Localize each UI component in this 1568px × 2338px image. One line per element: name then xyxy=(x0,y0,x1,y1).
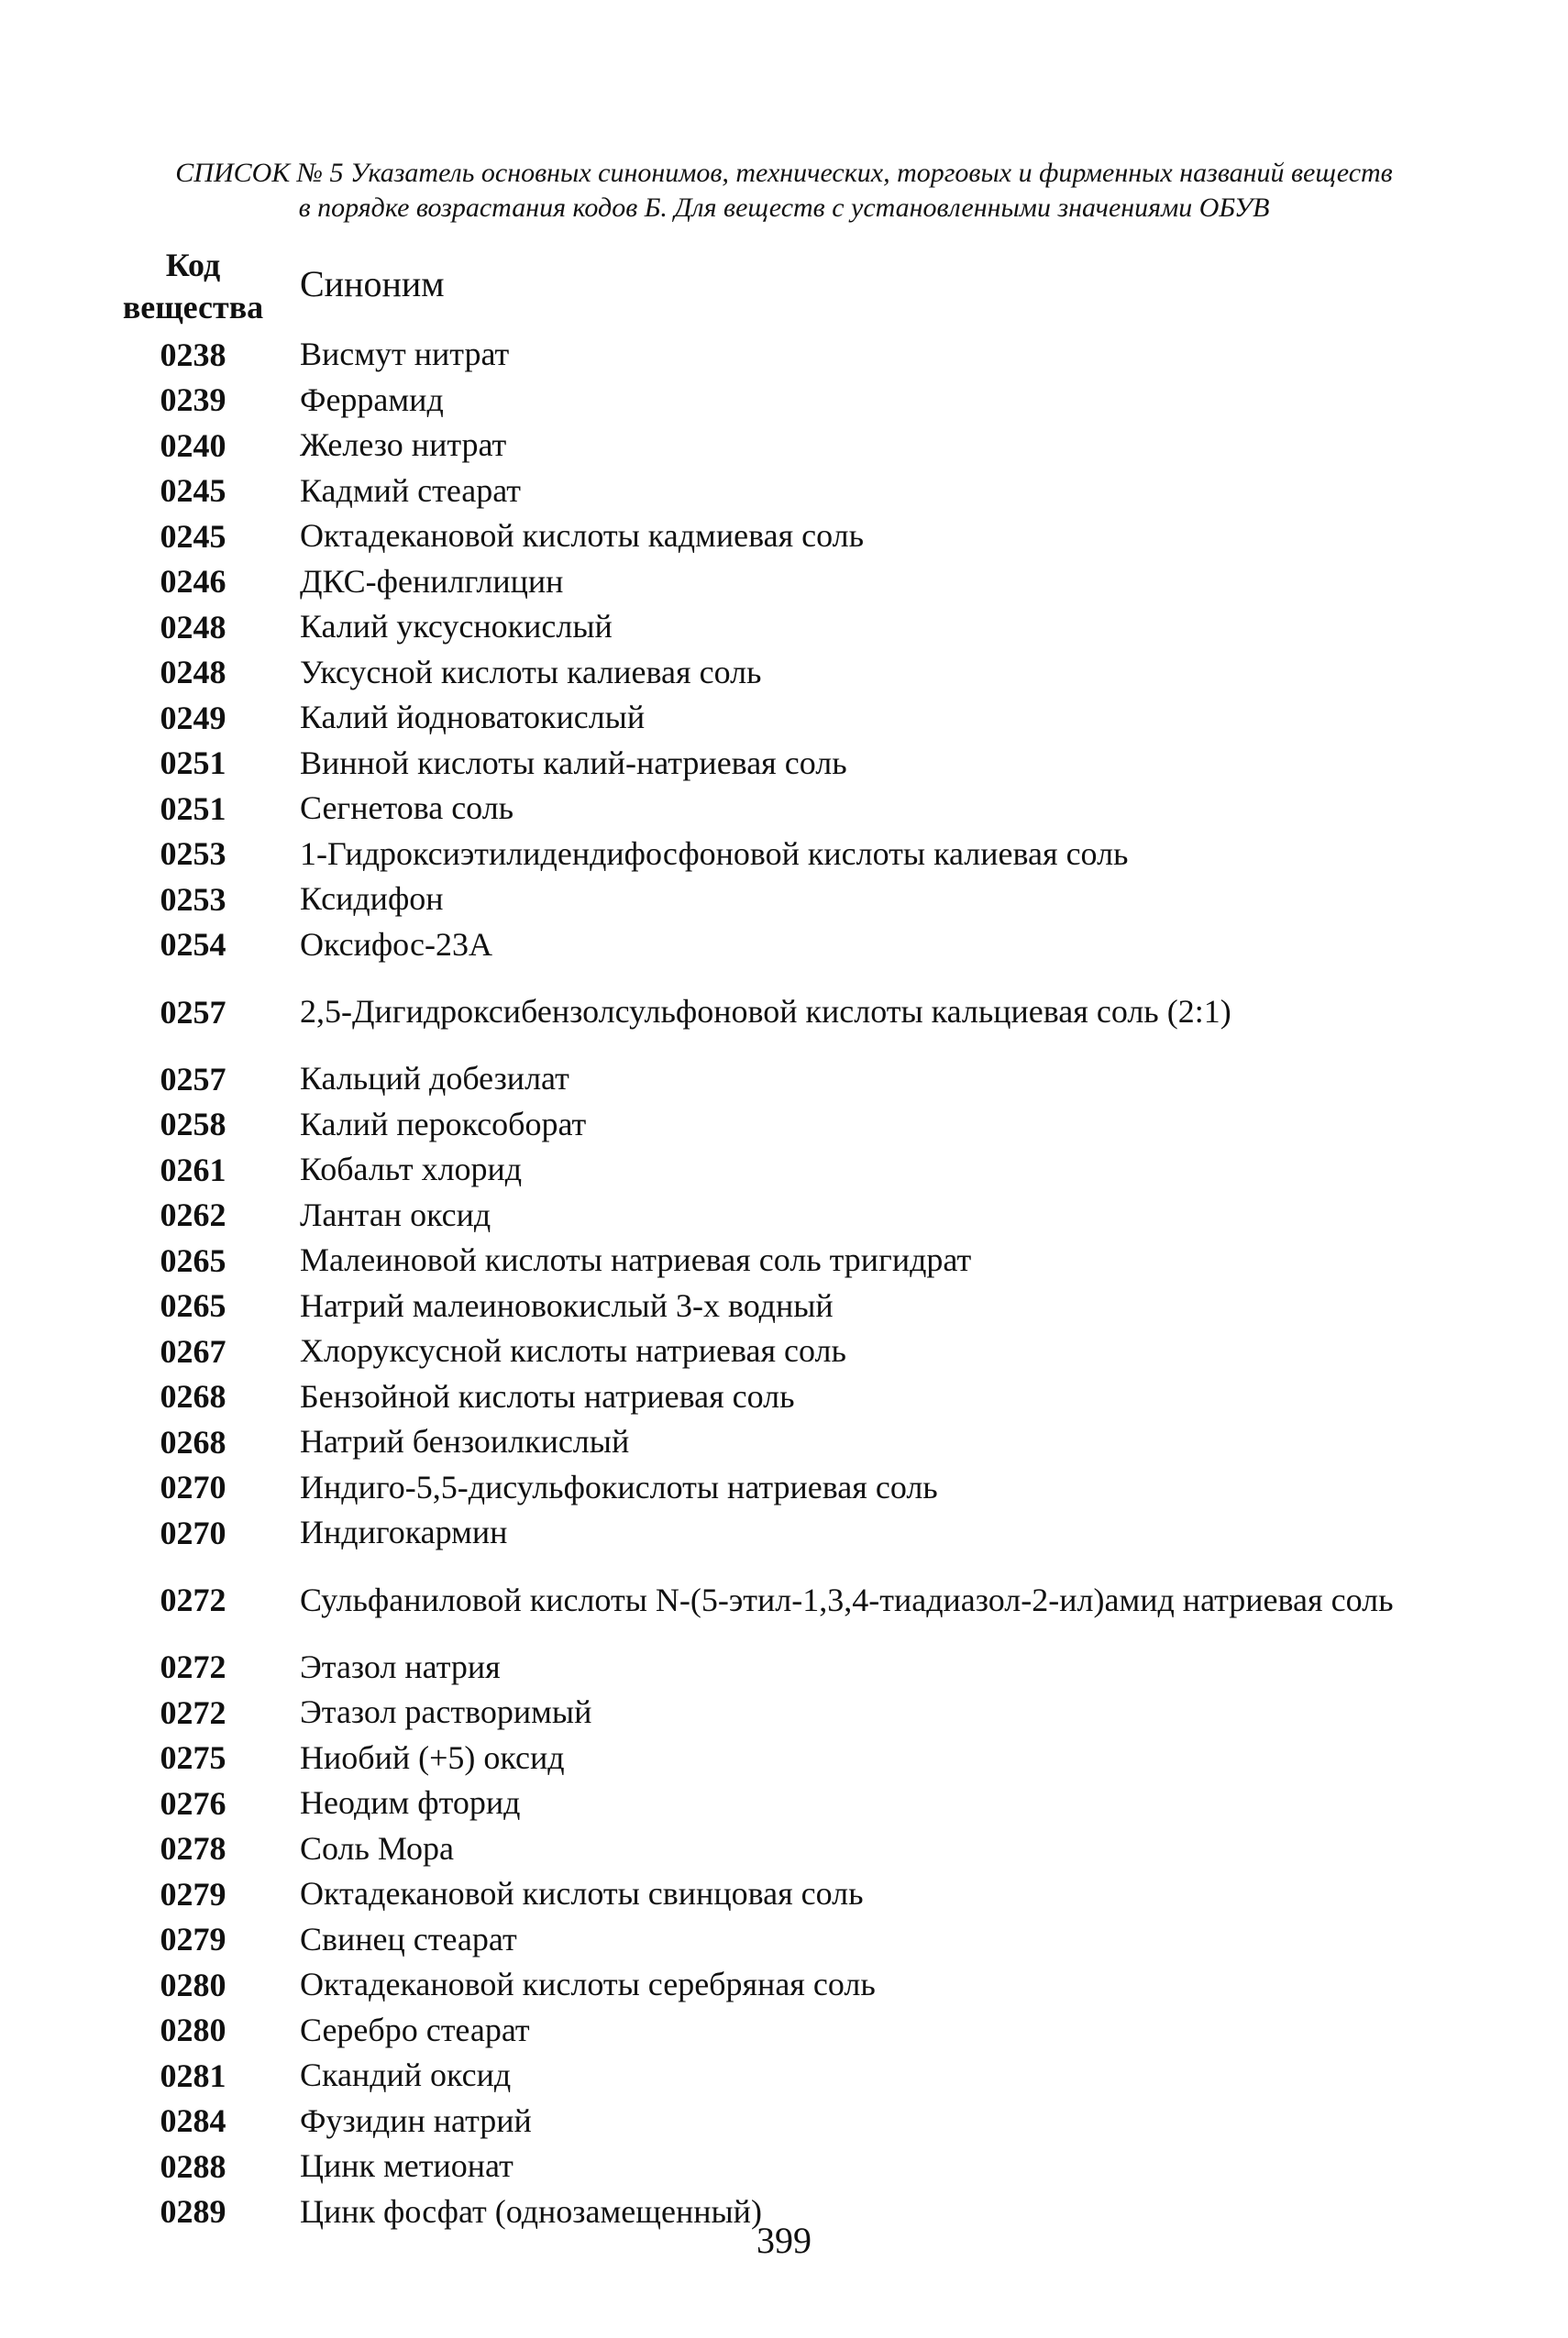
substance-code: 0270 xyxy=(160,1514,226,1551)
synonym-name: Неодим фторид xyxy=(300,1784,521,1822)
synonym-name: Малеиновой кислоты натриевая соль тригидрат xyxy=(300,1241,972,1279)
synonym-name: Ниобий (+5) оксид xyxy=(300,1738,565,1776)
list-caption xyxy=(138,156,1430,226)
synonym-name: Октадекановой кислоты свинцовая соль xyxy=(300,1875,864,1913)
synonym-name: Свинец стеарат xyxy=(300,1920,517,1958)
synonym-name: Индиго-5,5-дисульфокислоты натриевая соль xyxy=(300,1468,938,1505)
substance-code: 0279 xyxy=(160,1921,226,1958)
substance-code: 0284 xyxy=(160,2102,226,2140)
substance-code: 0262 xyxy=(160,1197,226,1234)
synonym-name: Оксифос-23А xyxy=(300,925,493,963)
table-row xyxy=(108,1193,1447,1239)
substance-code: 0249 xyxy=(160,699,226,736)
table-row xyxy=(108,922,1447,968)
table-row xyxy=(108,1238,1447,1284)
table-row xyxy=(108,832,1447,877)
synonym-name: Висмут нитрат xyxy=(300,336,510,373)
table-row xyxy=(108,1510,1447,1556)
synonym-name: Натрий малеиновокислый 3-х водный xyxy=(300,1286,834,1324)
substance-code: 0251 xyxy=(160,744,226,782)
substance-code: 0253 xyxy=(160,880,226,918)
synonym-name: Ксидифон xyxy=(300,880,444,918)
table-row xyxy=(108,1056,1447,1102)
synonym-name: Цинк фосфат (однозамещенный) xyxy=(300,2192,762,2230)
table-row xyxy=(108,1962,1447,2008)
substance-code: 0289 xyxy=(160,2193,226,2231)
table-row xyxy=(108,1147,1447,1193)
synonym-name: Соль Мора xyxy=(300,1829,455,1867)
table-row xyxy=(108,2099,1447,2145)
table-row xyxy=(108,1329,1447,1374)
substance-code: 0279 xyxy=(160,1875,226,1913)
substance-code: 0253 xyxy=(160,835,226,873)
substance-code: 0261 xyxy=(160,1151,226,1188)
substance-code: 0240 xyxy=(160,426,226,464)
synonym-name: Уксусной кислоты калиевая соль xyxy=(300,653,762,690)
table-row xyxy=(108,1465,1447,1511)
substance-code: 0238 xyxy=(160,336,226,373)
table-row xyxy=(108,650,1447,696)
synonym-name: Кадмий стеарат xyxy=(300,471,522,509)
synonym-name: Лантан оксид xyxy=(300,1196,491,1233)
substance-code: 0280 xyxy=(160,2012,226,2049)
substance-code: 0276 xyxy=(160,1784,226,1822)
substance-code: 0265 xyxy=(160,1241,226,1279)
table-row xyxy=(108,332,1447,378)
table-row xyxy=(108,2144,1447,2189)
substance-code: 0272 xyxy=(160,1582,226,1618)
table-row xyxy=(108,2008,1447,2054)
table-row xyxy=(108,1736,1447,1781)
substance-code: 0251 xyxy=(160,789,226,827)
synonym-name: Этазол растворимый xyxy=(300,1693,592,1731)
substance-code: 0288 xyxy=(160,2147,226,2185)
table-row xyxy=(108,1826,1447,1872)
table-row xyxy=(108,741,1447,787)
synonym-name: Этазол натрия xyxy=(300,1648,501,1685)
substance-code: 0270 xyxy=(160,1469,226,1506)
page-number: 399 xyxy=(756,2220,812,2261)
substance-code: 0268 xyxy=(160,1378,226,1416)
substance-code: 0258 xyxy=(160,1106,226,1143)
table-row xyxy=(108,423,1447,469)
synonym-name: Октадекановой кислоты кадмиевая соль xyxy=(300,517,865,555)
substance-code: 0257 xyxy=(160,1060,226,1097)
caption-line-1: СПИСОК № 5 Указатель основных синонимов, технических, торговых и фирменных названий веществ xyxy=(175,158,1393,188)
table-row xyxy=(108,1284,1447,1329)
column-header-code-line-2: вещества xyxy=(122,289,264,325)
substance-code: 0267 xyxy=(160,1332,226,1370)
substance-code: 0246 xyxy=(160,563,226,601)
caption-line-2: в порядке возрастания кодов Б. Для веществ с установленными значениями ОБУВ xyxy=(298,193,1270,223)
substance-code: 0280 xyxy=(160,1966,226,2003)
substance-code: 0239 xyxy=(160,381,226,419)
synonym-name: Железо нитрат xyxy=(300,426,507,464)
substance-code: 0265 xyxy=(160,1287,226,1325)
synonym-name: Сегнетова соль xyxy=(300,789,514,827)
table-row xyxy=(108,695,1447,741)
table-row xyxy=(108,1690,1447,1736)
substance-code: 0268 xyxy=(160,1423,226,1461)
synonym-name: Серебро стеарат xyxy=(300,2011,530,2048)
column-header-code-line-1: Код xyxy=(165,247,221,283)
substance-code: 0245 xyxy=(160,517,226,555)
synonym-name: Индигокармин xyxy=(300,1514,508,1551)
table-row xyxy=(108,1556,1447,1645)
synonym-name: Хлоруксусной кислоты натриевая соль xyxy=(300,1332,846,1370)
table-row xyxy=(108,1781,1447,1826)
synonym-name: Сульфаниловой кислоты N-(5-этил-1,3,4-тиадиазол-2-ил)амид натриевая соль xyxy=(300,1581,1394,1618)
table-row xyxy=(108,1917,1447,1963)
synonym-name: ДКС-фенилглицин xyxy=(300,562,564,600)
synonym-name: Скандий оксид xyxy=(300,2057,512,2094)
table-row xyxy=(108,1374,1447,1420)
substance-code: 0272 xyxy=(160,1649,226,1686)
substance-code: 0281 xyxy=(160,2057,226,2094)
substance-code: 0257 xyxy=(160,993,226,1031)
substance-code: 0245 xyxy=(160,472,226,510)
synonym-name: Калий пероксоборат xyxy=(300,1105,587,1142)
substance-code: 0248 xyxy=(160,608,226,645)
synonym-name: Цинк метионат xyxy=(300,2147,513,2185)
synonym-table xyxy=(108,332,1447,2234)
synonym-name: Натрий бензоилкислый xyxy=(300,1423,630,1461)
substance-code: 0275 xyxy=(160,1739,226,1777)
table-row xyxy=(108,1645,1447,1691)
synonym-name: 2,5-Дигидроксибензолсульфоновой кислоты кальциевая соль (2:1) xyxy=(300,993,1231,1030)
table-row xyxy=(108,967,1447,1056)
synonym-name: Кобальт хлорид xyxy=(300,1151,523,1188)
table-row xyxy=(108,1871,1447,1917)
table-row xyxy=(108,378,1447,424)
substance-code: 0248 xyxy=(160,654,226,691)
table-row xyxy=(108,513,1447,559)
synonym-name: Фузидин натрий xyxy=(300,2101,532,2139)
substance-code: 0278 xyxy=(160,1830,226,1868)
table-row xyxy=(108,559,1447,605)
synonym-name: Калий йодноватокислый xyxy=(300,699,646,736)
table-row xyxy=(108,1419,1447,1465)
synonym-name: Бензойной кислоты натриевая соль xyxy=(300,1377,795,1415)
column-header-code xyxy=(108,244,278,328)
table-row xyxy=(108,604,1447,650)
synonym-name: Калий уксуснокислый xyxy=(300,608,613,645)
table-row xyxy=(108,877,1447,922)
table-row xyxy=(108,469,1447,514)
synonym-name: 1-Гидроксиэтилидендифосфоновой кислоты калиевая соль xyxy=(300,834,1129,872)
substance-code: 0254 xyxy=(160,926,226,964)
synonym-name: Октадекановой кислоты серебряная соль xyxy=(300,1966,876,2003)
substance-code: 0272 xyxy=(160,1693,226,1731)
synonym-name: Кальций добезилат xyxy=(300,1060,569,1097)
table-row xyxy=(108,1102,1447,1148)
synonym-name: Винной кислоты калий-натриевая соль xyxy=(300,744,847,781)
table-row xyxy=(108,786,1447,832)
table-row xyxy=(108,2053,1447,2099)
column-header-synonym: Синоним xyxy=(300,263,445,304)
synonym-name: Феррамид xyxy=(300,380,444,418)
